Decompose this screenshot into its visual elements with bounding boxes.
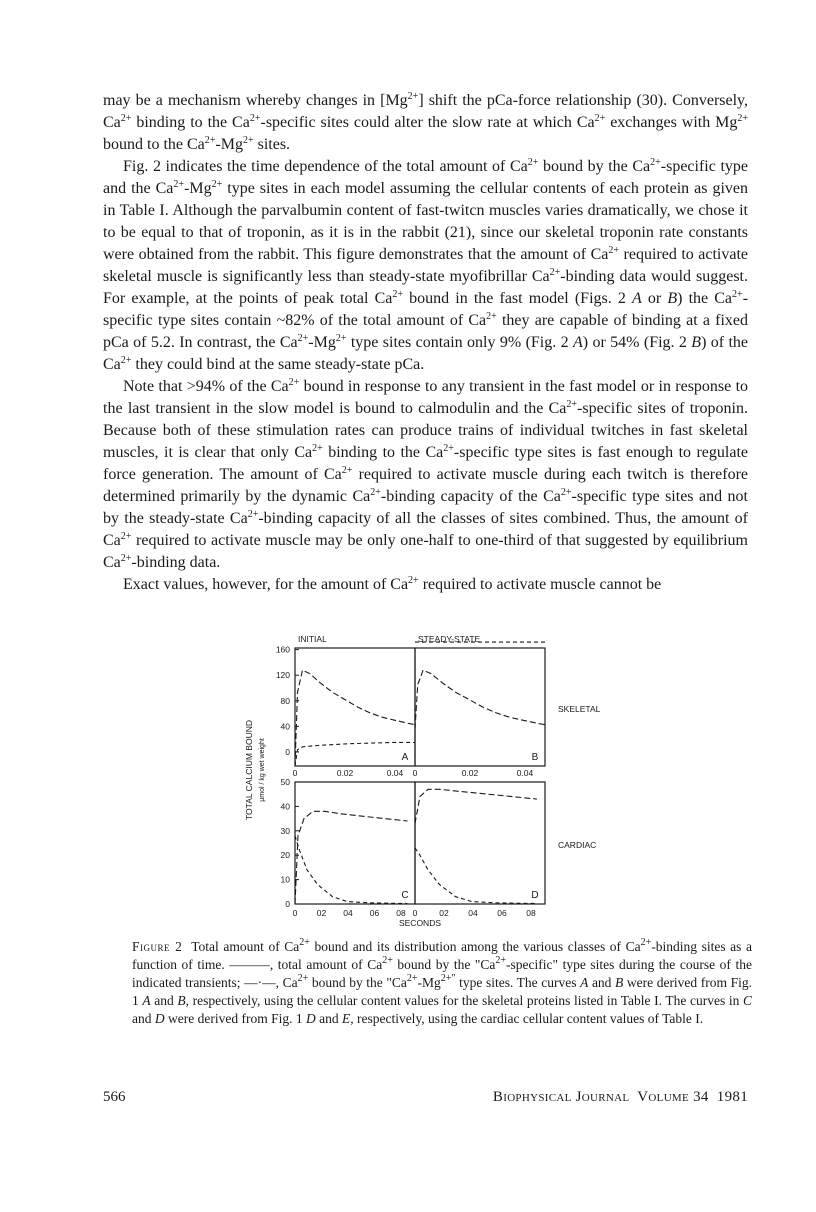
- y-tick-cardiac: 0: [285, 899, 290, 909]
- panel-frame-c: [295, 782, 415, 904]
- x-tick-skeletal: 0.04: [516, 768, 534, 778]
- x-tick-cardiac: 06: [369, 908, 380, 918]
- series-line-c-1: [295, 811, 408, 904]
- panel-frame-d: [415, 782, 545, 904]
- y-tick-cardiac: 30: [280, 825, 290, 836]
- x-tick-cardiac: 08: [396, 908, 406, 918]
- series-line-a-1: [295, 670, 415, 766]
- panel-frame-a: [295, 648, 415, 766]
- x-tick-cardiac: 04: [468, 908, 478, 918]
- y-tick-skeletal: 40: [280, 721, 290, 732]
- y-tick-cardiac: 10: [280, 874, 290, 885]
- figure-caption: Figure 2 Total amount of $Ca^{2+}$ bound and its distribution among the various classes of $Ca^{2+}$-binding sites as a function of time. ———, total amount of $Ca^{2+}$ bound by the "$Ca^{2+}$-specific" type sites during the course of the indicated transients; —·—, $Ca^{2+}$ bound by the "$Ca^{2+}-Mg^{2+"}$ type sites. The curves A and B were derived from Fig. 1 A and B, respectively, using the cellular content values for the skeletal proteins listed in Table I. The curves in C and D were derived from Fig. 1 D and E, respectively, using the cardiac cellular content values of Table I.: [132, 937, 753, 1026]
- x-tick-cardiac: 02: [439, 908, 449, 918]
- series-line-a-2: [295, 742, 415, 766]
- paragraph-3: Note that >94% of the $Ca^{2+}$ bound in response to any transient in the fast model or in response to the last transient in the slow model is bound to calmodulin and the $Ca^{2+}$-specific sites of troponin. Because both of these stimulation rates can produce trains of individual twitches in fast skeletal muscles, it is clear that only $Ca^{2+}$ binding to the $Ca^{2+}$-specific type sites is fast enough to regulate force generation. The amount of $Ca^{2+}$ required to activate muscle during each twitch is therefore determined primarily by the dynamic $Ca^{2+}$-binding capacity of the $Ca^{2+}$-specific type sites and not by the steady-state $Ca^{2+}$-binding capacity of all the classes of sites combined. Thus, the amount of $Ca^{2+}$ required to activate muscle may be only one-half to one-third of that suggested by equilibrium $Ca^{2+}$-binding data.: [103, 377, 749, 571]
- row-label-cardiac: CARDIAC: [558, 840, 597, 850]
- paragraph-2: Fig. 2 indicates the time dependence of the total amount of $Ca^{2+}$ bound by the $Ca^{2+}$-specific type and the $Ca^{2+}-Mg^{2+}$ type sites in each model assuming the cellular contents of each protein as given in Table I. Although the parvalbumin content of fast-twitcn muscles varies dramatically, we chose it to be equal to that of troponin, as it is in the rabbit (21), since our skeletal troponin rate constants were obtained from the rabbit. This figure demonstrates that the amount of $Ca^{2+}$ required to activate skeletal muscle is significantly less than steady-state myofibrillar $Ca^{2+}$-binding data would suggest. For example, at the points of peak total $Ca^{2+}$ bound in the fast model (Figs. 2 A or B) the $Ca^{2+}$-specific type sites contain ~82% of the total amount of $Ca^{2+}$ they are capable of binding at a fixed pCa of 5.2. In contrast, the $Ca^{2+}-Mg^{2+}$ type sites contain only 9% (Fig. 2 A) or 54% (Fig. 2 B) of the $Ca^{2+}$ they could bind at the same steady-state pCa.: [103, 157, 749, 373]
- x-tick-skeletal: 0: [292, 768, 298, 778]
- x-axis-title: SECONDS: [398, 918, 442, 928]
- y-tick-skeletal: 0: [285, 747, 290, 757]
- x-tick-cardiac: 08: [526, 908, 536, 918]
- page-number: 566: [103, 1089, 126, 1105]
- figure-2: [240, 630, 620, 930]
- y-tick-cardiac: 50: [280, 777, 290, 787]
- panel-letter-b: B: [531, 752, 539, 763]
- panel-letter-d: D: [531, 890, 539, 901]
- y-tick-cardiac: 20: [280, 850, 290, 861]
- y-axis-title: TOTAL CALCIUM BOUND: [244, 720, 254, 820]
- row-label-skeletal: SKELETAL: [558, 704, 601, 714]
- series-line-c-2: [295, 836, 408, 904]
- panel-letter-a: A: [401, 752, 409, 763]
- x-tick-cardiac: 04: [343, 908, 353, 918]
- x-tick-skeletal: 0.04: [386, 768, 404, 778]
- figure-label: Figure 2: [132, 939, 183, 954]
- panel-frame-b: [415, 648, 545, 766]
- y-tick-skeletal: 120: [275, 670, 290, 681]
- y-tick-skeletal: 80: [280, 695, 290, 706]
- x-tick-skeletal: 0.02: [336, 768, 354, 778]
- y-axis-unit: µmol / kg wet weight: [259, 738, 266, 802]
- x-tick-cardiac: 06: [497, 908, 507, 918]
- body-text: [103, 90, 748, 596]
- paragraph-4: Exact values, however, for the amount of $Ca^{2+}$ required to activate muscle cannot be: [123, 575, 662, 593]
- series-line-d-2: [415, 848, 537, 904]
- panel-letter-c: C: [401, 890, 409, 901]
- col-title-initial: INITIAL: [298, 634, 327, 644]
- x-tick-cardiac: 0: [412, 908, 418, 918]
- x-tick-skeletal: 0.02: [461, 768, 479, 778]
- x-tick-cardiac: 02: [316, 908, 327, 918]
- x-tick-skeletal: 0: [412, 768, 418, 778]
- col-title-steady-state: STEADY-STATE: [418, 634, 481, 644]
- y-tick-skeletal: 160: [275, 644, 290, 655]
- journal-info: Biophysical Journal Volume 34 1981: [492, 1089, 748, 1105]
- series-line-d-1: [415, 789, 537, 823]
- figure-2-chart: [240, 630, 620, 930]
- paragraph-1: may be a mechanism whereby changes in $[Mg^{2+}]$ shift the pCa-force relationship (30). Conversely, $Ca^{2+}$ binding to the $Ca^{2+}$-specific sites could alter the slow rate at which $Ca^{2+}$ exchanges with $Mg^{2+}$ bound to the $Ca^{2+}-Mg^{2+}$ sites.: [103, 91, 749, 153]
- series-line-b-1: [415, 670, 545, 729]
- x-tick-cardiac: 0: [292, 908, 298, 918]
- y-tick-cardiac: 40: [280, 801, 290, 812]
